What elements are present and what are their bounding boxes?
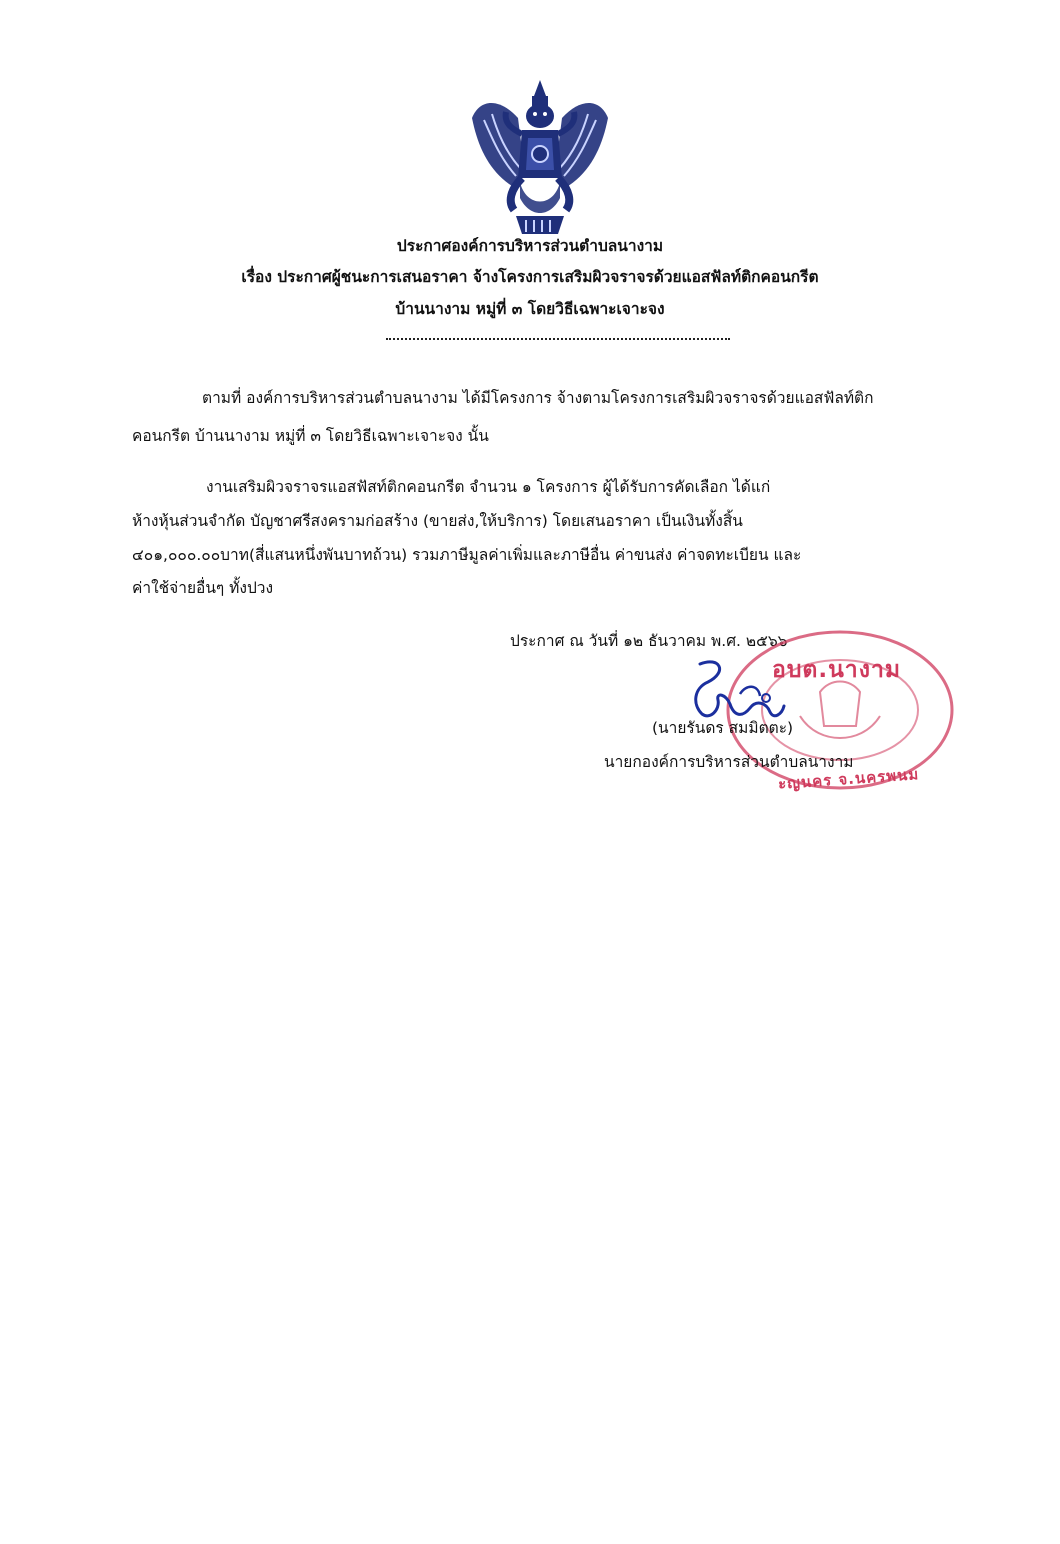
paragraph-2-line-3: ๔๐๑,๐๐๐.๐๐บาท(สี่แสนหนึ่งพันบาทถ้วน) รวมภาษีมูลค่าเพิ่มและภาษีอื่น ค่าขนส่ง ค่าจดทะเบียน และ bbox=[132, 546, 802, 564]
announcement-date: ประกาศ ณ วันที่ ๑๒ ธันวาคม พ.ศ. ๒๕๖๖ bbox=[510, 632, 788, 650]
signer-name: (นายรันดร สมมิตตะ) bbox=[652, 719, 794, 737]
garuda-emblem-icon bbox=[470, 78, 610, 236]
document-title: ประกาศองค์การบริหารส่วนตำบลนางาม bbox=[396, 237, 664, 255]
signer-position: นายกองค์การบริหารส่วนตำบลนางาม bbox=[604, 753, 854, 771]
header-divider bbox=[386, 338, 730, 340]
stamp-bottom-text: ะญนคร จ.นครพนม bbox=[777, 765, 920, 793]
document-subject: เรื่อง ประกาศผู้ชนะการเสนอราคา จ้างโครงการเสริมผิวจราจรด้วยแอสฟัลท์ติกคอนกรีต bbox=[241, 268, 819, 286]
paragraph-2-line-2: ห้างหุ้นส่วนจำกัด บัญชาศรีสงครามก่อสร้าง (ขายส่ง,ให้บริการ) โดยเสนอราคา เป็นเงินทั้งสิ้น bbox=[132, 512, 743, 530]
document-subject-line2: บ้านนางาม หมู่ที่ ๓ โดยวิธีเฉพาะเจาะจง bbox=[395, 300, 665, 318]
paragraph-1-line-1: ตามที่ องค์การบริหารส่วนตำบลนางาม ได้มีโครงการ จ้างตามโครงการเสริมผิวจราจรด้วยแอสฟัลท์ติก bbox=[202, 389, 874, 407]
paragraph-1-line-2: คอนกรีต บ้านนางาม หมู่ที่ ๓ โดยวิธีเฉพาะเจาะจง นั้น bbox=[132, 427, 489, 445]
stamp-top-text: อบต.นางาม bbox=[772, 657, 902, 683]
paragraph-2-line-1: งานเสริมผิวจราจรแอสฟัสท์ติกคอนกรีต จำนวน ๑ โครงการ ผู้ได้รับการคัดเลือก ได้แก่ bbox=[206, 478, 771, 496]
paragraph-2-line-4: ค่าใช้จ่ายอื่นๆ ทั้งปวง bbox=[132, 579, 274, 597]
